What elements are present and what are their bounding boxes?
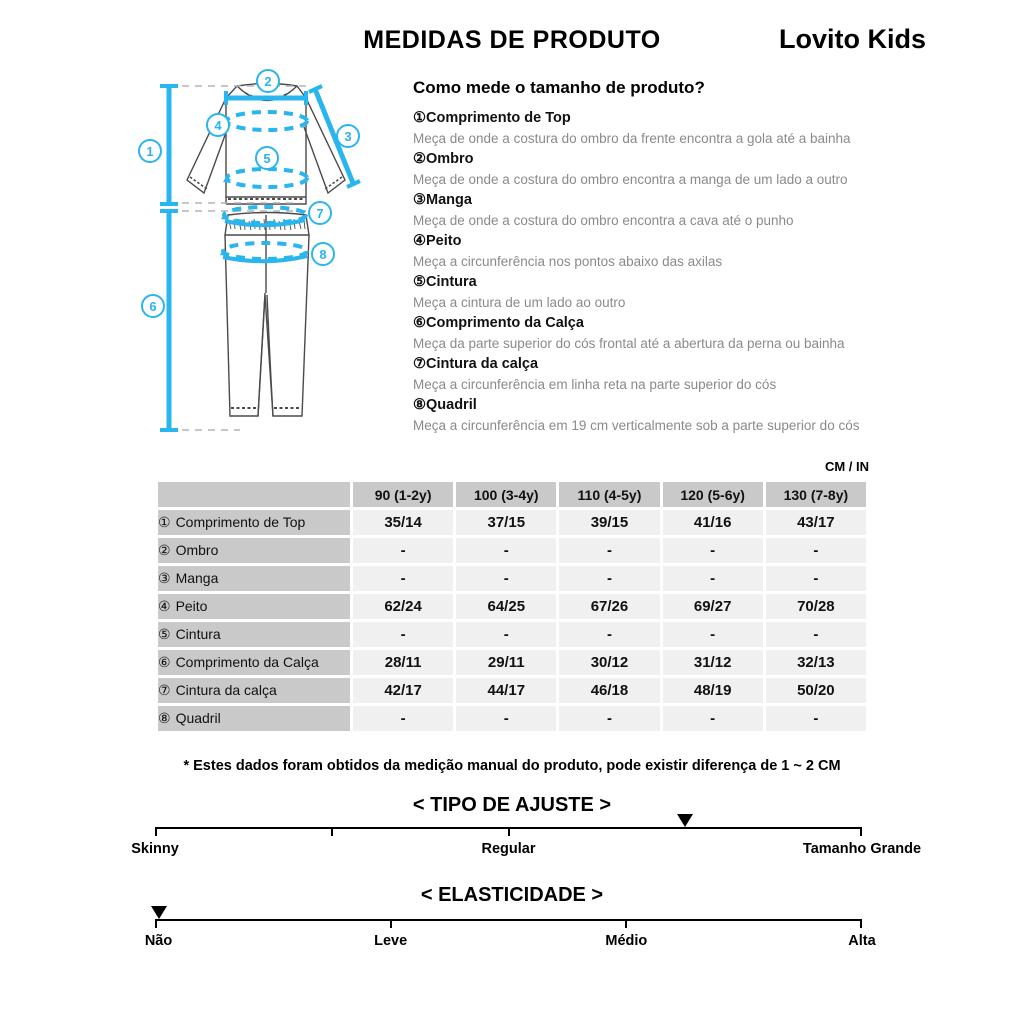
fit-marker-icon	[677, 814, 693, 827]
item-label: Ombro	[426, 151, 474, 167]
table-cell: -	[663, 566, 763, 591]
table-row	[158, 566, 866, 591]
row-number: ③	[158, 570, 171, 586]
callout-5: 5	[263, 151, 271, 166]
elasticity-tick	[860, 919, 862, 928]
row-label-text: Comprimento da Calça	[175, 654, 319, 670]
measurement-disclaimer: * Estes dados foram obtidos da medição manual do produto, pode existir diferença de 1 ~ 2 CM	[183, 758, 841, 774]
unit-label: CM / IN	[824, 459, 869, 474]
table-cell: 41/16	[663, 510, 763, 535]
table-row	[158, 706, 866, 731]
item-label: Quadril	[426, 397, 477, 413]
garment-measurement-diagram	[130, 63, 420, 455]
elasticity-scale-title: < ELASTICIDADE >	[420, 884, 604, 906]
table-cell: 37/15	[456, 510, 556, 535]
table-cell: -	[353, 622, 453, 647]
row-label-text: Peito	[175, 598, 208, 614]
table-cell: -	[456, 566, 556, 591]
header-size-110: 110 (4-5y)	[559, 482, 659, 507]
table-header-row	[158, 482, 866, 507]
table-cell: 64/25	[456, 594, 556, 619]
table-cell: -	[456, 706, 556, 731]
table-cell: -	[766, 706, 866, 731]
item-number: ③	[413, 192, 426, 208]
elasticity-tick	[625, 919, 627, 928]
table-cell: 67/26	[559, 594, 659, 619]
table-cell: -	[559, 622, 659, 647]
callout-6: 6	[149, 299, 157, 314]
callout-8: 8	[319, 247, 327, 262]
item-number: ⑧	[413, 397, 426, 413]
row-label-text: Ombro	[175, 542, 219, 558]
item-label: Cintura da calça	[426, 356, 539, 372]
row-number: ⑦	[158, 682, 171, 698]
table-cell: 43/17	[766, 510, 866, 535]
table-cell: 62/24	[353, 594, 453, 619]
row-label-text: Comprimento de Top	[175, 514, 306, 530]
item-description: Meça a cintura de um lado ao outro	[413, 294, 626, 310]
table-cell: -	[353, 566, 453, 591]
table-cell: 42/17	[353, 678, 453, 703]
callout-3: 3	[344, 129, 352, 144]
size-table-section	[155, 459, 869, 734]
item-number: ①	[413, 110, 426, 126]
item-label: Comprimento de Top	[426, 110, 571, 126]
fit-tick	[155, 827, 157, 836]
fit-label-skinny: Skinny	[131, 841, 179, 857]
instruction-item	[413, 354, 913, 395]
item-label: Peito	[426, 233, 462, 249]
row-number: ①	[158, 514, 171, 530]
instructions-heading: Como mede o tamanho de produto?	[413, 78, 705, 97]
table-row	[158, 594, 866, 619]
instruction-item	[413, 272, 913, 313]
brand-logo: Lovito Kids	[779, 24, 926, 54]
elasticity-scale-line	[155, 919, 862, 921]
table-cell: 30/12	[559, 650, 659, 675]
table-cell: 44/17	[456, 678, 556, 703]
table-cell: -	[663, 538, 763, 563]
table-row	[158, 510, 866, 535]
header-size-90: 90 (1-2y)	[353, 482, 453, 507]
row-label-text: Cintura	[175, 626, 221, 642]
table-cell: 70/28	[766, 594, 866, 619]
instruction-item	[413, 108, 913, 149]
row-label-text: Manga	[175, 570, 219, 586]
item-description: Meça a circunferência em linha reta na parte superior do cós	[413, 376, 777, 392]
table-cell: -	[766, 566, 866, 591]
item-label: Comprimento da Calça	[426, 315, 584, 331]
size-table	[155, 479, 869, 734]
row-label-text: Quadril	[175, 710, 221, 726]
fit-scale-title: < TIPO DE AJUSTE >	[412, 794, 612, 816]
table-cell: -	[663, 622, 763, 647]
table-cell: -	[559, 706, 659, 731]
elasticity-marker-icon	[151, 906, 167, 919]
item-label: Cintura	[426, 274, 477, 290]
row-number: ④	[158, 598, 171, 614]
table-row	[158, 650, 866, 675]
instruction-item	[413, 149, 913, 190]
fit-tick	[508, 827, 510, 836]
item-number: ②	[413, 151, 426, 167]
table-cell: -	[353, 706, 453, 731]
table-cell: -	[559, 566, 659, 591]
header-empty-cell	[158, 482, 350, 507]
item-description: Meça da parte superior do cós frontal até a abertura da perna ou bainha	[413, 335, 845, 351]
table-cell: 32/13	[766, 650, 866, 675]
row-label-text: Cintura da calça	[175, 682, 277, 698]
instruction-item	[413, 313, 913, 354]
table-cell: -	[766, 538, 866, 563]
row-number: ②	[158, 542, 171, 558]
table-cell: 48/19	[663, 678, 763, 703]
item-number: ⑦	[413, 356, 426, 372]
elasticity-label-nao: Não	[144, 933, 173, 949]
elasticity-label-medio: Médio	[605, 933, 648, 949]
measurement-instructions	[413, 78, 913, 436]
table-cell: -	[766, 622, 866, 647]
header-size-130: 130 (7-8y)	[766, 482, 866, 507]
item-description: Meça de onde a costura do ombro da frente encontra a gola até a bainha	[413, 130, 851, 146]
table-row	[158, 678, 866, 703]
table-cell: 29/11	[456, 650, 556, 675]
fit-tick	[331, 827, 333, 836]
table-cell: 35/14	[353, 510, 453, 535]
instruction-item	[413, 395, 913, 436]
page-title: MEDIDAS DE PRODUTO	[363, 26, 661, 54]
elasticity-tick	[390, 919, 392, 928]
table-cell: 31/12	[663, 650, 763, 675]
elasticity-tick	[155, 919, 157, 928]
item-label: Manga	[426, 192, 472, 208]
item-description: Meça a circunferência em 19 cm verticalmente sob a parte superior do cós	[413, 417, 860, 433]
table-cell: 39/15	[559, 510, 659, 535]
item-number: ⑤	[413, 274, 426, 290]
callout-4: 4	[214, 118, 222, 133]
table-cell: 50/20	[766, 678, 866, 703]
table-cell: 69/27	[663, 594, 763, 619]
item-description: Meça de onde a costura do ombro encontra a cava até o punho	[413, 212, 794, 228]
table-row	[158, 622, 866, 647]
item-description: Meça a circunferência nos pontos abaixo das axilas	[413, 253, 723, 269]
callout-1: 1	[146, 144, 154, 159]
table-cell: -	[559, 538, 659, 563]
instruction-item	[413, 231, 913, 272]
callout-circles	[139, 70, 359, 317]
table-cell: -	[456, 622, 556, 647]
callout-7: 7	[316, 206, 324, 221]
row-number: ⑧	[158, 710, 171, 726]
item-number: ⑥	[413, 315, 426, 331]
table-row	[158, 538, 866, 563]
item-number: ④	[413, 233, 426, 249]
fit-label-tamanho-grande: Tamanho Grande	[802, 841, 922, 857]
fit-tick	[860, 827, 862, 836]
elasticity-label-alta: Alta	[848, 933, 876, 949]
item-description: Meça de onde a costura do ombro encontra a manga de um lado a outro	[413, 171, 848, 187]
header-size-120: 120 (5-6y)	[663, 482, 763, 507]
table-cell: 46/18	[559, 678, 659, 703]
table-cell: -	[456, 538, 556, 563]
header-size-100: 100 (3-4y)	[456, 482, 556, 507]
callout-2: 2	[264, 74, 272, 89]
elasticity-scale	[144, 919, 876, 969]
table-cell: 28/11	[353, 650, 453, 675]
row-number: ⑤	[158, 626, 171, 642]
table-cell: -	[353, 538, 453, 563]
row-number: ⑥	[158, 654, 171, 670]
elasticity-label-leve: Leve	[374, 933, 408, 949]
fit-label-regular: Regular	[481, 841, 536, 857]
instruction-item	[413, 190, 913, 231]
fit-scale	[131, 827, 922, 877]
table-cell: -	[663, 706, 763, 731]
